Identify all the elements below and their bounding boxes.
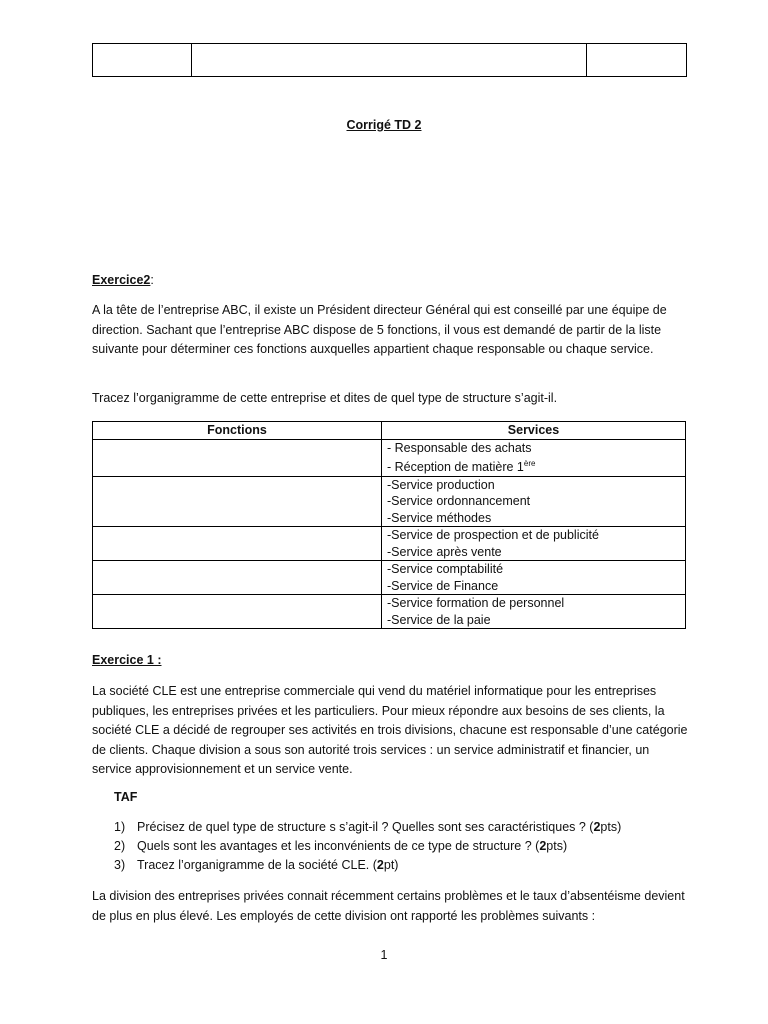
superscript: ère bbox=[523, 459, 536, 468]
fonction-cell bbox=[93, 476, 382, 527]
table-row bbox=[93, 561, 686, 595]
header-table bbox=[92, 43, 687, 77]
table-row bbox=[93, 595, 686, 629]
questions-list bbox=[92, 818, 688, 875]
question-text bbox=[137, 856, 398, 875]
exercise2-paragraph2: Tracez l’organigramme de cette entreprise et dites de quel type de structure s’agit-il. bbox=[92, 391, 558, 405]
fonction-cell bbox=[93, 595, 382, 629]
question-text-main: Tracez l’organigramme de la société CLE. ( bbox=[137, 858, 377, 872]
question-number: 1) bbox=[114, 820, 126, 834]
functions-services-table bbox=[92, 421, 686, 629]
services-cell bbox=[382, 595, 686, 629]
question-number: 3) bbox=[114, 858, 126, 872]
question-text bbox=[137, 837, 567, 856]
service-item: -Service comptabilité bbox=[387, 562, 504, 577]
services-cell bbox=[382, 476, 686, 527]
list-item bbox=[92, 856, 688, 875]
document-title: Corrigé TD 2 bbox=[346, 118, 422, 132]
service-item: -Service de prospection et de publicité bbox=[387, 528, 599, 543]
exercise2-heading: Exercice2 bbox=[92, 273, 151, 287]
exercise1-paragraph2: La division des entreprises privées connait récemment certains problèmes et le taux d’absentéisme devient de plus en plus élevé. Les employés de cette division ont rapporté les problèmes suivants : bbox=[92, 889, 685, 923]
fonction-cell bbox=[93, 527, 382, 561]
exercise2-heading-wrap bbox=[92, 273, 154, 287]
question-text bbox=[137, 818, 621, 837]
exercise1-heading: Exercice 1 : bbox=[92, 653, 162, 667]
service-item: -Service ordonnancement bbox=[387, 494, 531, 509]
service-item: -Service de la paie bbox=[387, 612, 491, 627]
service-item: -Service après vente bbox=[387, 544, 502, 559]
fonction-cell bbox=[93, 439, 382, 476]
fonction-cell bbox=[93, 561, 382, 595]
table-header-services: Services bbox=[382, 422, 686, 440]
question-points: 2 bbox=[593, 820, 601, 834]
exercise2-heading-suffix: : bbox=[150, 273, 154, 287]
table-header-row bbox=[93, 422, 686, 440]
question-points: 2 bbox=[539, 839, 547, 853]
question-points-unit: pt) bbox=[383, 858, 399, 872]
service-item: -Service production bbox=[387, 477, 495, 492]
table-row bbox=[93, 527, 686, 561]
service-item-with-sup bbox=[387, 456, 685, 476]
service-item: -Service formation de personnel bbox=[387, 596, 565, 611]
services-cell bbox=[382, 527, 686, 561]
table-row bbox=[93, 476, 686, 527]
service-item: -Service méthodes bbox=[387, 510, 492, 525]
question-points: 2 bbox=[376, 858, 384, 872]
question-points-unit: pts) bbox=[546, 839, 568, 853]
question-number: 2) bbox=[114, 839, 126, 853]
question-text-main: Quels sont les avantages et les inconvénients de ce type de structure ? ( bbox=[137, 839, 540, 853]
list-item bbox=[92, 818, 688, 837]
list-item bbox=[92, 837, 688, 856]
question-text-main: Précisez de quel type de structure s s’agit-il ? Quelles sont ses caractéristiques ? ( bbox=[137, 820, 594, 834]
service-item: -Service de Finance bbox=[387, 578, 499, 593]
services-cell bbox=[382, 561, 686, 595]
header-cell-right bbox=[587, 44, 687, 77]
question-points-unit: pts) bbox=[600, 820, 622, 834]
taf-label: TAF bbox=[114, 790, 138, 804]
header-cell-left bbox=[93, 44, 192, 77]
table-header-fonctions: Fonctions bbox=[93, 422, 382, 440]
service-item: - Réception de matière 1 bbox=[387, 460, 524, 475]
page-number: 1 bbox=[380, 948, 388, 962]
exercise1-paragraph1: La société CLE est une entreprise commerciale qui vend du matériel informatique pour les entreprises publiques, les entreprises privées et les particuliers. Pour mieux répondre aux besoins de ses clients, la société CLE a décidé de regrouper ses activités en trois divisions, chacune est responsable d’une catégorie de clients. Chaque division a sous son autorité trois services : un service administratif et financier, un service approvisionnement et un service vente. bbox=[92, 684, 688, 776]
service-item: - Responsable des achats bbox=[387, 440, 532, 455]
exercise2-paragraph1: A la tête de l’entreprise ABC, il existe un Président directeur Général qui est conseillé par une équipe de direction. Sachant que l’entreprise ABC dispose de 5 fonctions, il vous est demandé de partir de la liste suivante pour déterminer ces fonctions auxquelles appartient chaque responsable ou chaque service. bbox=[92, 303, 667, 356]
header-cell-center bbox=[192, 44, 587, 77]
table-row bbox=[93, 439, 686, 476]
services-cell bbox=[382, 439, 686, 476]
